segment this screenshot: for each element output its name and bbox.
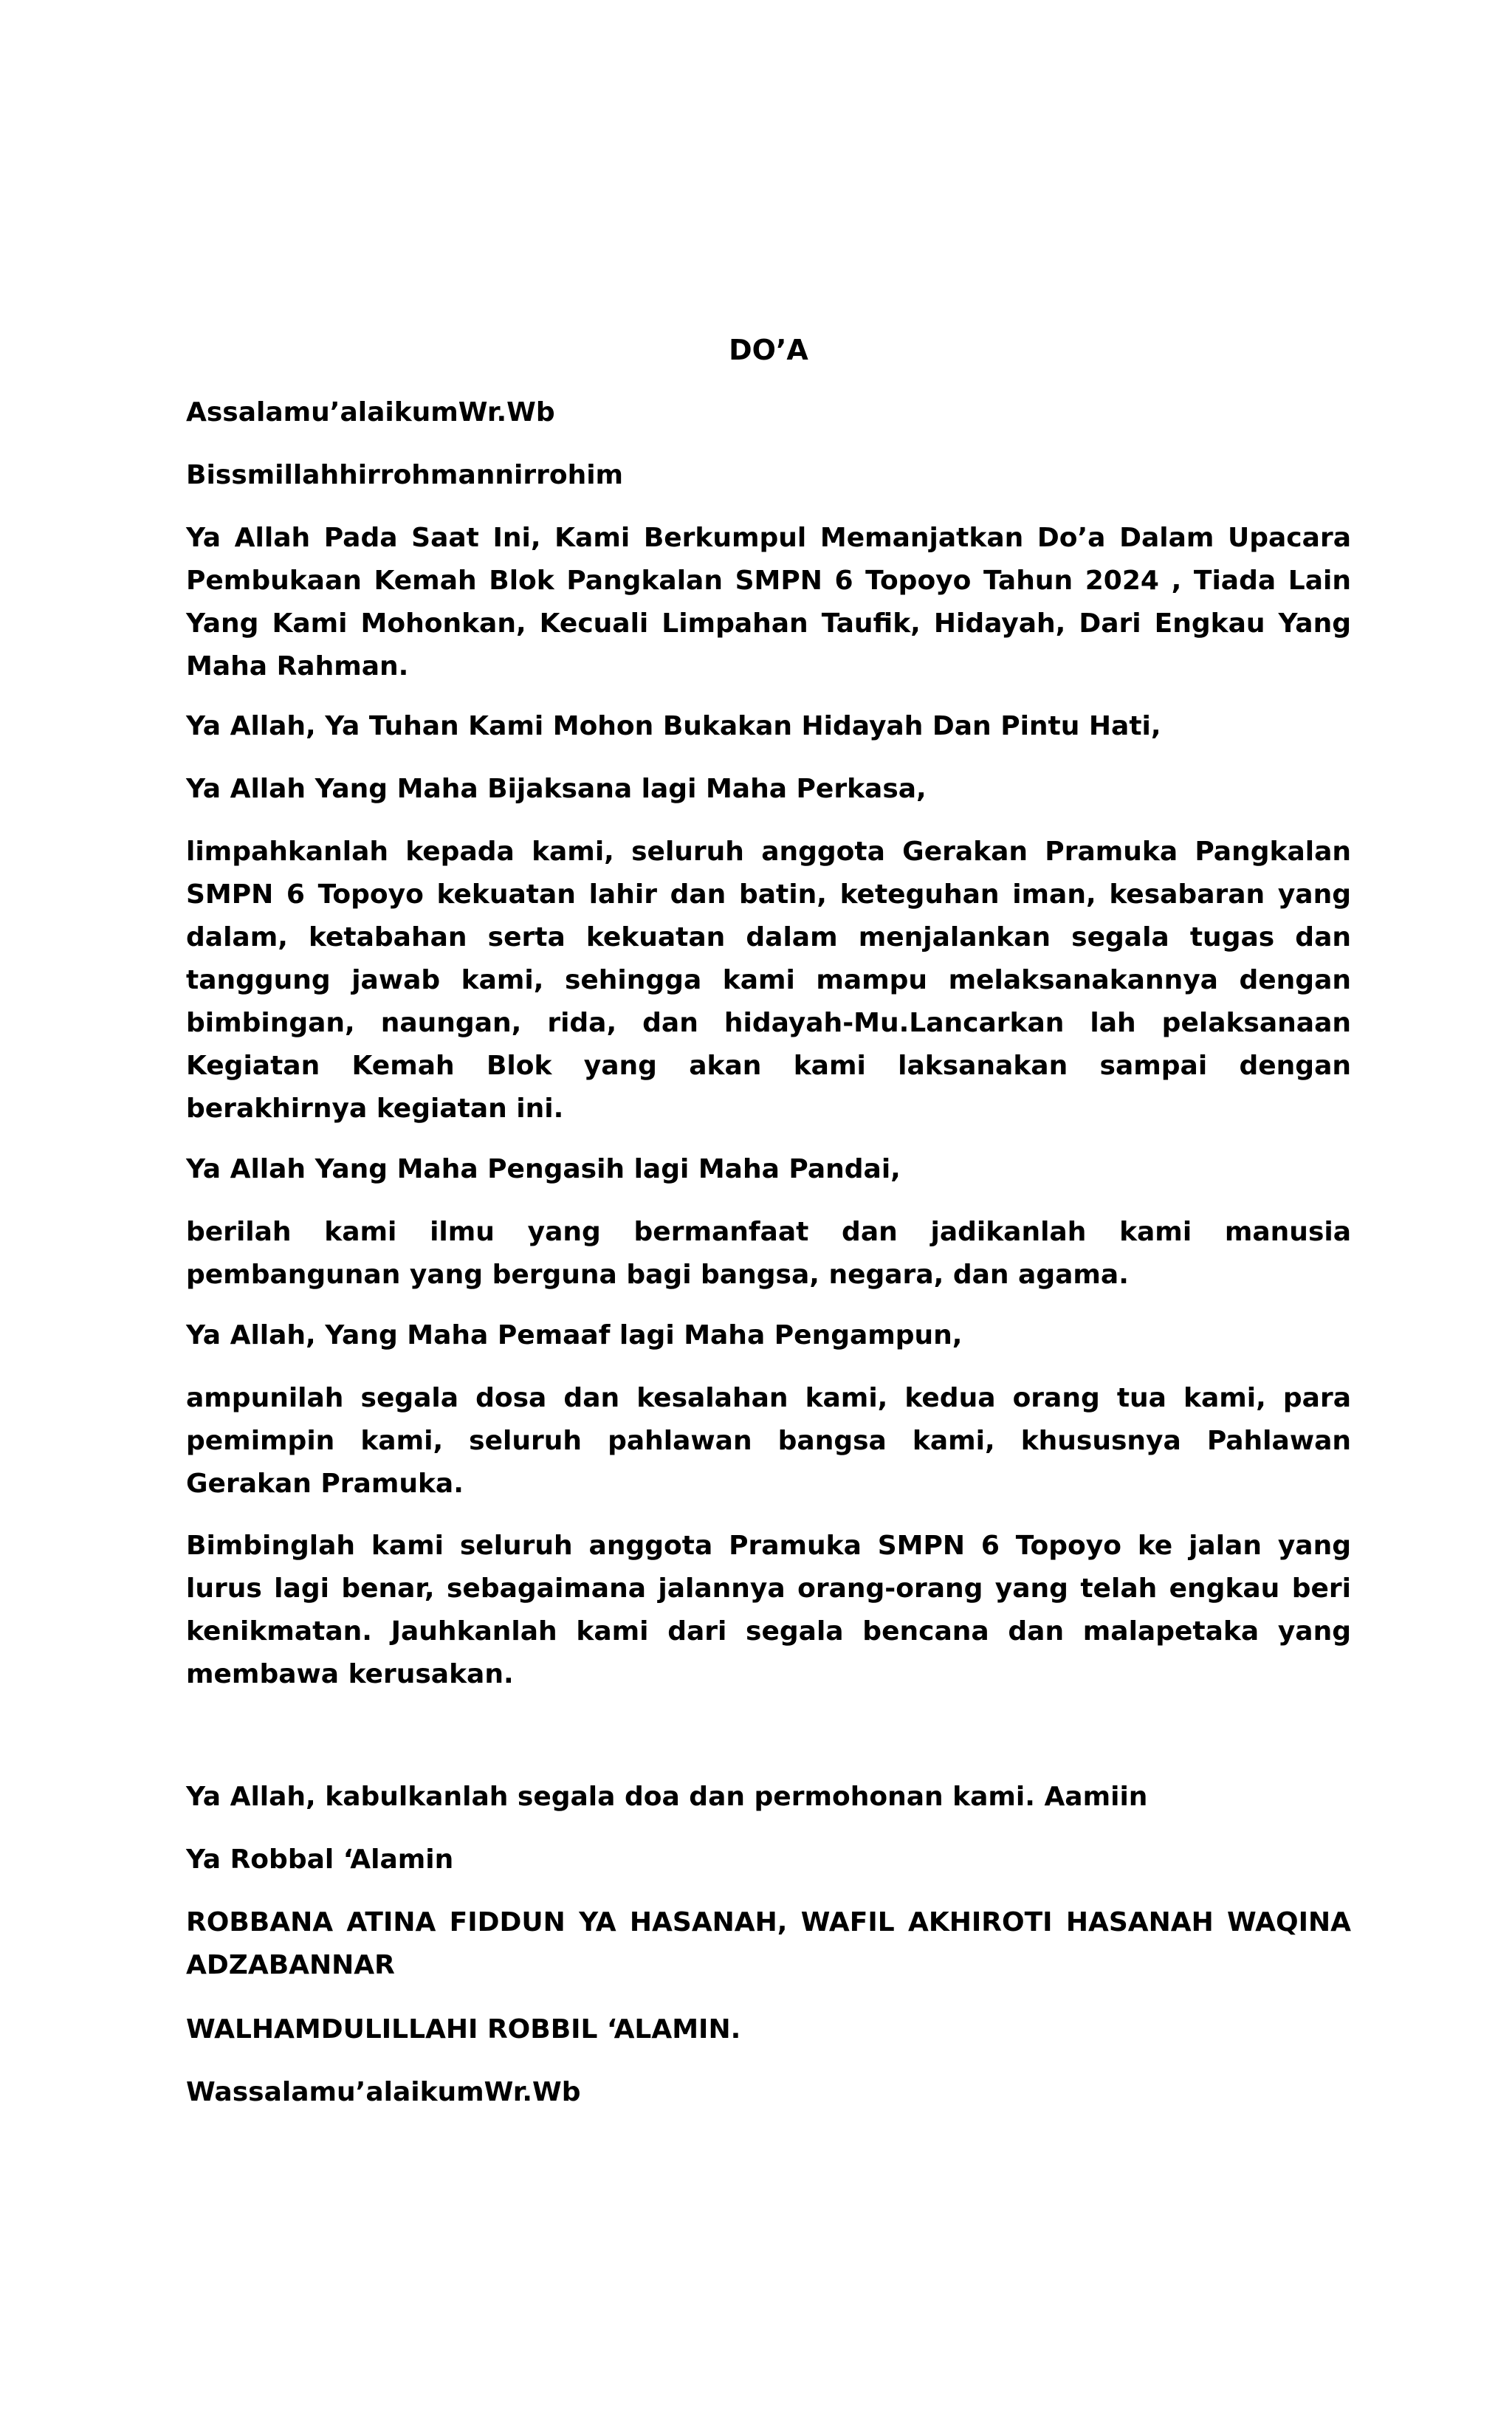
- paragraph-pengasih: Ya Allah Yang Maha Pengasih lagi Maha Pandai,: [186, 1154, 901, 1184]
- paragraph-robbana: ROBBANA ATINA FIDDUN YA HASANAH, WAFIL AKHIROTI HASANAH WAQINA ADZABANNAR: [186, 1907, 1351, 1980]
- paragraph-kabulkanlah: Ya Allah, kabulkanlah segala doa dan permohonan kami. Aamiin: [186, 1782, 1148, 1812]
- paragraph-bimbinglah: Bimbinglah kami seluruh anggota Pramuka SMPN 6 Topoyo ke jalan yang lurus lagi benar, sebagaimana jalannya orang-orang yang telah engkau beri kenikmatan. Jauhkanlah kami dari segala bencana dan malapetaka yang membawa kerusakan.: [186, 1531, 1351, 1689]
- paragraph-hidayah: Ya Allah, Ya Tuhan Kami Mohon Bukakan Hidayah Dan Pintu Hati,: [186, 711, 1161, 741]
- paragraph-robbal-alamin: Ya Robbal ‘Alamin: [186, 1844, 454, 1875]
- paragraph-walhamdulillahi: WALHAMDULILLAHI ROBBIL ‘ALAMIN.: [186, 2014, 741, 2045]
- document-title: DO’A: [729, 334, 808, 366]
- opening-greeting: Assalamu’alaikumWr.Wb: [186, 397, 555, 428]
- paragraph-bijaksana: Ya Allah Yang Maha Bijaksana lagi Maha Perkasa,: [186, 774, 927, 804]
- basmalah: Bissmillahhirrohmannirrohim: [186, 460, 624, 490]
- paragraph-berilah: berilah kami ilmu yang bermanfaat dan jadikanlah kami manusia pembangunan yang berguna bagi bangsa, negara, dan agama.: [186, 1217, 1351, 1290]
- paragraph-opening-prayer: Ya Allah Pada Saat Ini, Kami Berkumpul Memanjatkan Do’a Dalam Upacara Pembukaan Kemah Blok Pangkalan SMPN 6 Topoyo Tahun 2024 , Tiada Lain Yang Kami Mohonkan, Kecuali Limpahan Taufik, Hidayah, Dari Engkau Yang Maha Rahman.: [186, 523, 1351, 682]
- paragraph-ampunilah: ampunilah segala dosa dan kesalahan kami, kedua orang tua kami, para pemimpin kami, seluruh pahlawan bangsa kami, khususnya Pahlawan Gerakan Pramuka.: [186, 1383, 1351, 1499]
- paragraph-pemaaf: Ya Allah, Yang Maha Pemaaf lagi Maha Pengampun,: [186, 1320, 963, 1350]
- paragraph-limpahkanlah: limpahkanlah kepada kami, seluruh anggota Gerakan Pramuka Pangkalan SMPN 6 Topoyo kekuatan lahir dan batin, keteguhan iman, kesabaran yang dalam, ketabahan serta kekuatan dalam menjalankan segala tugas dan tanggung jawab kami, sehingga kami mampu melaksanakannya dengan bimbingan, naungan, rida, dan hidayah-Mu.Lancarkan lah pelaksanaan Kegiatan Kemah Blok yang akan kami laksanakan sampai dengan berakhirnya kegiatan ini.: [186, 837, 1351, 1124]
- closing-greeting: Wassalamu’alaikumWr.Wb: [186, 2077, 581, 2107]
